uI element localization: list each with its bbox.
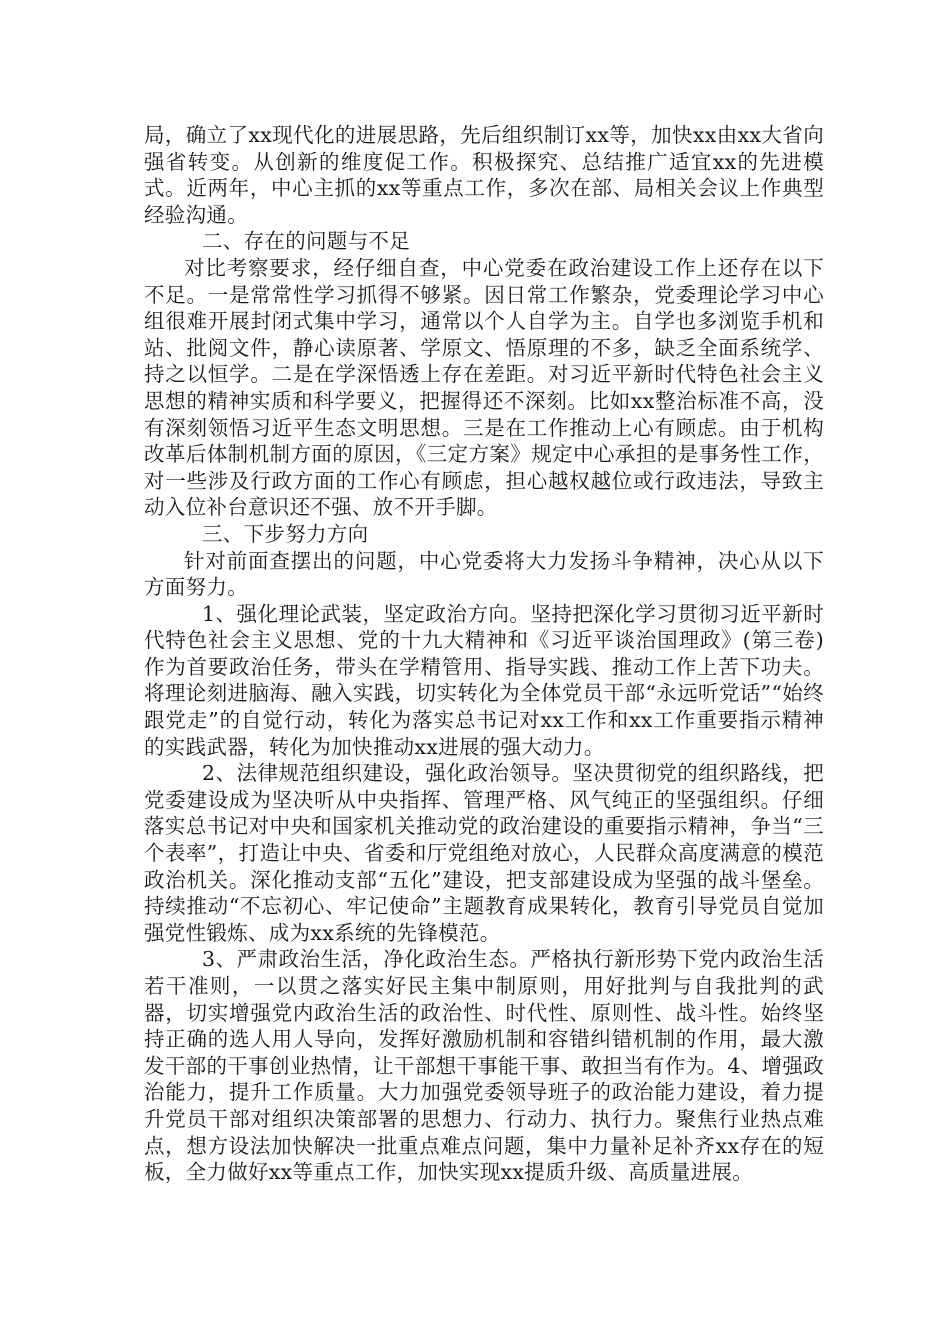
section-heading-problems: 二、存在的问题与不足 [202,229,410,254]
paragraph-item-3: 3、严肃政治生活，净化政治生态。严格执行新形势下党内政治生活若干准则，一以贯之落实好民主集中制原则，用好批判与自我批判的武器，切实增强党内政治生活的政治性、时代性、原则性、战斗性。始终坚持正确的选人用人导向，发挥好激励机制和容错纠错机制的作用，最大激发干部的干事创业热情，让干部想干事能干事、敢担当有作为。4、增强政治能力，提升工作质量。大力加强党委领导班子的政治能力建设，着力提升党员干部对组织决策部署的思想力、行动力、执行力。聚焦行业热点难点，想方设法加快解决一批重点难点问题，集中力量补足补齐xx存在的短板，全力做好xx等重点工作，加快实现xx提质升级、高质量进展。 [144,947,824,1185]
paragraph-problems: 对比考察要求，经仔细自查，中心党委在政治建设工作上还存在以下不足。一是常常性学习抓得不够紧。因日常工作繁杂，党委理论学习中心组很难开展封闭式集中学习，通常以个人自学为主。自学也多浏览手机和站、批阅文件，静心读原著、学原文、悟原理的不多，缺乏全面系统学、持之以恒学。二是在学深悟透上存在差距。对习近平新时代特色社会主义思想的精神实质和科学要义，把握得还不深刻。比如xx整治标准不高，没有深刻领悟习近平生态文明思想。三是在工作推动上心有顾虑。由于机构改革后体制机制方面的原因，《三定方案》规定中心承担的是事务性工作，对一些涉及行政方面的工作心有顾虑，担心越权越位或行政违法，导致主动入位补台意识还不强、放不开手脚。 [144,255,824,520]
paragraph-continuation: 局，确立了xx现代化的进展思路，先后组织制订xx等，加快xx由xx大省向强省转变。从创新的维度促工作。积极探究、总结推广适宜xx的先进模式。近两年，中心主抓的xx等重点工作，多次在部、局相关会议上作典型经验沟通。 [144,123,824,227]
section-heading-next-steps: 三、下步努力方向 [202,521,369,546]
paragraph-item-2: 2、法律规范组织建设，强化政治领导。坚决贯彻党的组织路线，把党委建设成为坚决听从中央指挥、管理严格、风气纯正的坚强组织。仔细落实总书记对中央和国家机关推动党的政治建设的重要指示精神，争当“三个表率”，打造让中央、省委和厅党组绝对放心，人民群众高度满意的模范政治机关。深化推动支部“五化”建设，把支部建设成为坚强的战斗堡垒。持续推动“不忘初心、牢记使命”主题教育成果转化，教育引导党员自觉加强党性锻炼、成为xx系统的先锋模范。 [144,761,824,945]
paragraph-next-steps-intro: 针对前面查摆出的问题，中心党委将大力发扬斗争精神，决心从以下方面努力。 [144,548,824,600]
paragraph-item-1: 1、强化理论武装，坚定政治方向。坚持把深化学习贯彻习近平新时代特色社会主义思想、党的十九大精神和《习近平谈治国理政》(第三卷)作为首要政治任务，带头在学精管用、指导实践、推动工作上苦下功夫。将理论刻进脑海、融入实践，切实转化为全体党员干部“永远听党话”“始终跟党走”的自觉行动，转化为落实总书记对xx工作和xx工作重要指示精神的实践武器，转化为加快推动xx进展的强大动力。 [144,601,824,759]
document-body [144,122,824,1186]
